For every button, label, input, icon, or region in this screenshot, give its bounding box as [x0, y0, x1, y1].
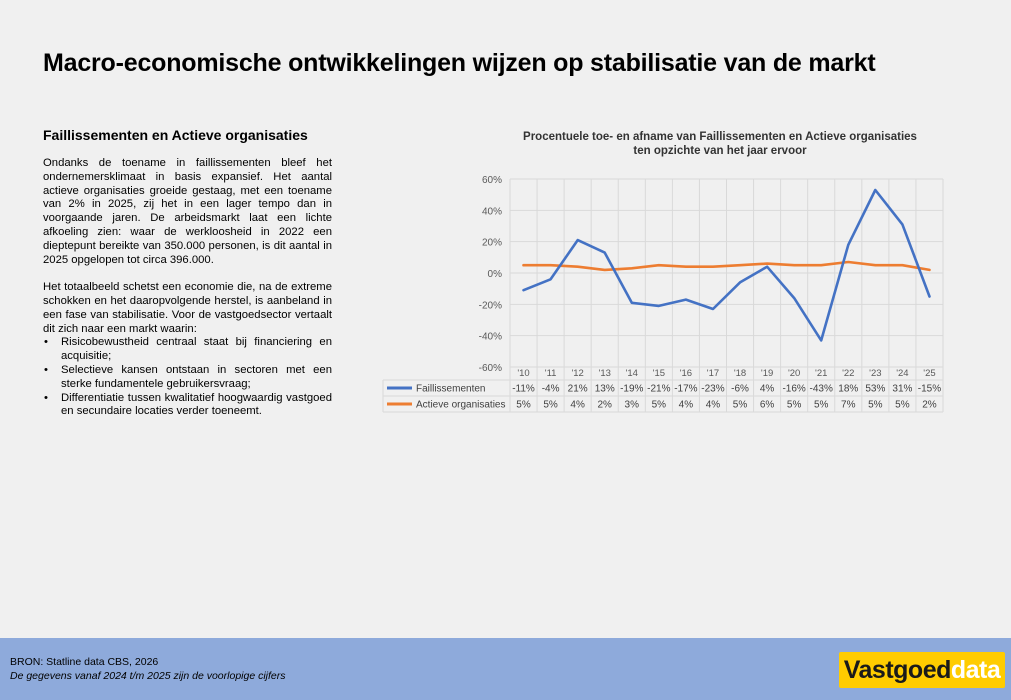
- data-table-cell: 4%: [678, 399, 694, 411]
- data-table-cell: -19%: [620, 383, 644, 395]
- data-table-cell: -15%: [917, 383, 942, 395]
- data-table-cell: 5%: [516, 399, 531, 411]
- data-table-cell: 5%: [732, 399, 748, 411]
- data-table-cell: -16%: [782, 383, 806, 395]
- bullet-text: Selectieve kansen ontstaan in sectoren met een sterke fundamentele gebruikersvraag;: [61, 363, 332, 390]
- bullet-text: Differentiatie tussen kwalitatief hoogwaardig vastgoed en secundaire locaties verder toeneemt.: [61, 391, 332, 418]
- data-table-cell: 5%: [895, 399, 910, 411]
- x-tick-label: '17: [706, 368, 720, 379]
- x-tick-label: '23: [869, 368, 882, 379]
- x-tick-label: '21: [815, 368, 828, 379]
- source-text: BRON: Statline data CBS, 2026: [10, 656, 159, 668]
- x-tick-label: '20: [787, 368, 801, 379]
- data-table-cell: 3%: [624, 399, 640, 411]
- x-tick-label: '14: [625, 368, 638, 379]
- legend-label: Actieve organisaties: [416, 399, 506, 411]
- data-table-cell: -21%: [647, 383, 671, 395]
- data-table-cell: 21%: [567, 383, 588, 395]
- x-tick-label: '11: [544, 368, 557, 379]
- data-table-cell: -43%: [809, 383, 833, 395]
- page-title: Macro-economische ontwikkelingen wijzen op stabilisatie van de markt: [43, 49, 876, 77]
- data-table-cell: -4%: [541, 383, 560, 395]
- logo-text-part1: Vastgoed: [843, 655, 951, 684]
- y-tick-label: 0%: [487, 269, 502, 280]
- x-tick-label: '10: [517, 368, 530, 379]
- x-tick-label: '12: [571, 368, 584, 379]
- line-chart-svg: [380, 124, 950, 424]
- data-table-cell: 4%: [759, 383, 775, 395]
- chart-title-line: ten opzichte van het jaar ervoor: [633, 145, 807, 157]
- y-tick-label: 40%: [481, 206, 502, 218]
- data-table-cell: 2%: [597, 399, 612, 411]
- bullet-dot-icon: •: [44, 391, 48, 404]
- data-table-cell: 53%: [865, 383, 886, 395]
- bullet-text: Risicobewustheid centraal staat bij financiering en acquisitie;: [61, 336, 332, 363]
- body-text: [43, 157, 332, 419]
- x-tick-label: '24: [896, 368, 909, 379]
- y-tick-label: -20%: [478, 300, 502, 312]
- data-table-cell: 18%: [838, 383, 859, 395]
- x-tick-label: '15: [652, 368, 666, 379]
- x-tick-label: '18: [733, 368, 747, 379]
- bullet-item: [43, 364, 332, 392]
- data-table-cell: 31%: [892, 383, 913, 395]
- x-tick-label: '22: [842, 368, 855, 379]
- data-table-cell: -11%: [512, 383, 535, 395]
- x-tick-label: '19: [760, 368, 774, 379]
- footnote-text: De gegevens vanaf 2024 t/m 2025 zijn de voorlopige cijfers: [10, 670, 286, 682]
- y-tick-label: -60%: [478, 363, 502, 374]
- paragraph-1: Ondanks de toename in faillissementen bleef het ondernemersklimaat in basis expansief. Het aantal actieve organisaties groeide gestaag, met een toename van 2% in 2025, zij het in een lager tempo dan in voorgaande jaren. De arbeidsmarkt laat een lichte afkoeling zien: waar de werkloosheid in 2022 een dieptepunt bereikte van 350.000 personen, is dit aantal in 2025 opgelopen tot circa 396.000.: [43, 157, 332, 266]
- data-table-cell: 4%: [705, 399, 721, 411]
- y-tick-label: 60%: [481, 175, 502, 186]
- data-table-cell: 2%: [922, 399, 937, 411]
- data-table-cell: -6%: [731, 383, 749, 395]
- data-table-cell: 13%: [594, 383, 615, 395]
- bullet-dot-icon: •: [44, 336, 48, 349]
- x-tick-label: '25: [923, 368, 936, 379]
- bullet-list: [43, 336, 332, 419]
- data-table-cell: 5%: [813, 399, 829, 411]
- y-tick-label: -40%: [478, 331, 502, 343]
- bullet-dot-icon: •: [44, 363, 48, 376]
- chart-title-line: Procentuele toe- en afname van Faillissementen en Actieve organisaties: [523, 131, 917, 143]
- bullet-item: [43, 392, 332, 420]
- data-table-cell: 5%: [868, 399, 883, 411]
- data-table-cell: -23%: [701, 383, 725, 395]
- chart: [380, 124, 950, 424]
- x-tick-label: '16: [679, 368, 693, 379]
- data-table-cell: 4%: [570, 399, 585, 411]
- data-table-cell: 5%: [651, 399, 667, 411]
- data-table-cell: 5%: [786, 399, 802, 411]
- legend-label: Faillissementen: [416, 383, 486, 395]
- vastgoeddata-logo: [839, 652, 1005, 688]
- logo-text-part2: data: [950, 655, 1001, 684]
- x-tick-label: '13: [598, 368, 611, 379]
- section-heading: Faillissementen en Actieve organisaties: [43, 127, 308, 143]
- data-table-cell: 7%: [841, 399, 856, 411]
- bullet-item: [43, 336, 332, 364]
- y-tick-label: 20%: [481, 237, 502, 249]
- data-table-cell: 6%: [759, 399, 775, 411]
- paragraph-2: Het totaalbeeld schetst een economie die, na de extreme schokken en het daaropvolgende herstel, is aanbeland in een fase van stabilisatie. Voor de vastgoedsector vertaalt dit zich naar een markt waarin:: [43, 281, 332, 335]
- data-table-cell: -17%: [674, 383, 698, 395]
- data-table-cell: 5%: [543, 399, 558, 411]
